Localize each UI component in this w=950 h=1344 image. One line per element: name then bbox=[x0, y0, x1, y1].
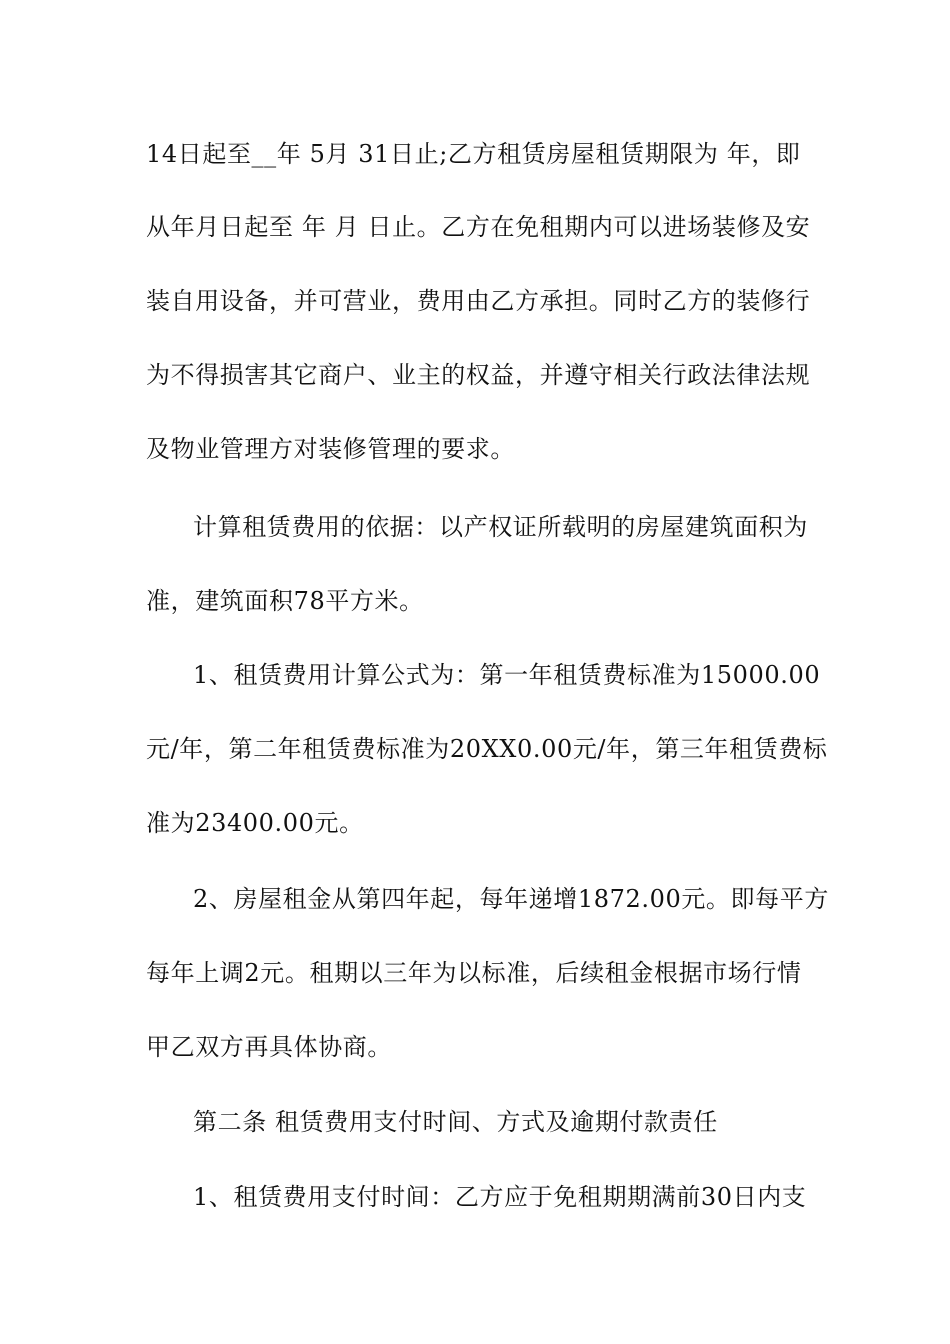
text-line: 准为23400.00元。 bbox=[146, 809, 364, 837]
text-line: 从年月日起至 年 月 日止。乙方在免租期内可以进场装修及安 bbox=[146, 213, 811, 241]
text-line: 为不得损害其它商户、业主的权益，并遵守相关行政法律法规 bbox=[146, 361, 811, 389]
text-line: 及物业管理方对装修管理的要求。 bbox=[146, 435, 515, 463]
text-line: 甲乙双方再具体协商。 bbox=[146, 1033, 392, 1061]
text-line: 每年上调2元。租期以三年为以标准，后续租金根据市场行情 bbox=[146, 959, 802, 987]
section-heading: 第二条 租赁费用支付时间、方式及逾期付款责任 bbox=[193, 1108, 718, 1136]
paragraph-start-line: 计算租赁费用的依据：以产权证所载明的房屋建筑面积为 bbox=[193, 513, 808, 541]
text-line: 装自用设备，并可营业，费用由乙方承担。同时乙方的装修行 bbox=[146, 287, 811, 315]
paragraph-start-line: 2、房屋租金从第四年起，每年递增1872.00元。即每平方 bbox=[193, 885, 829, 913]
paragraph-start-line: 1、租赁费用支付时间：乙方应于免租期期满前30日内支 bbox=[193, 1183, 807, 1211]
text-line: 14日起至__年 5月 31日止;乙方租赁房屋租赁期限为 年，即 bbox=[146, 140, 801, 168]
text-line: 准，建筑面积78平方米。 bbox=[146, 587, 424, 615]
text-line: 元/年，第二年租赁费标准为20XX0.00元/年，第三年租赁费标 bbox=[146, 735, 828, 763]
paragraph-start-line: 1、租赁费用计算公式为：第一年租赁费标准为15000.00 bbox=[193, 661, 821, 689]
